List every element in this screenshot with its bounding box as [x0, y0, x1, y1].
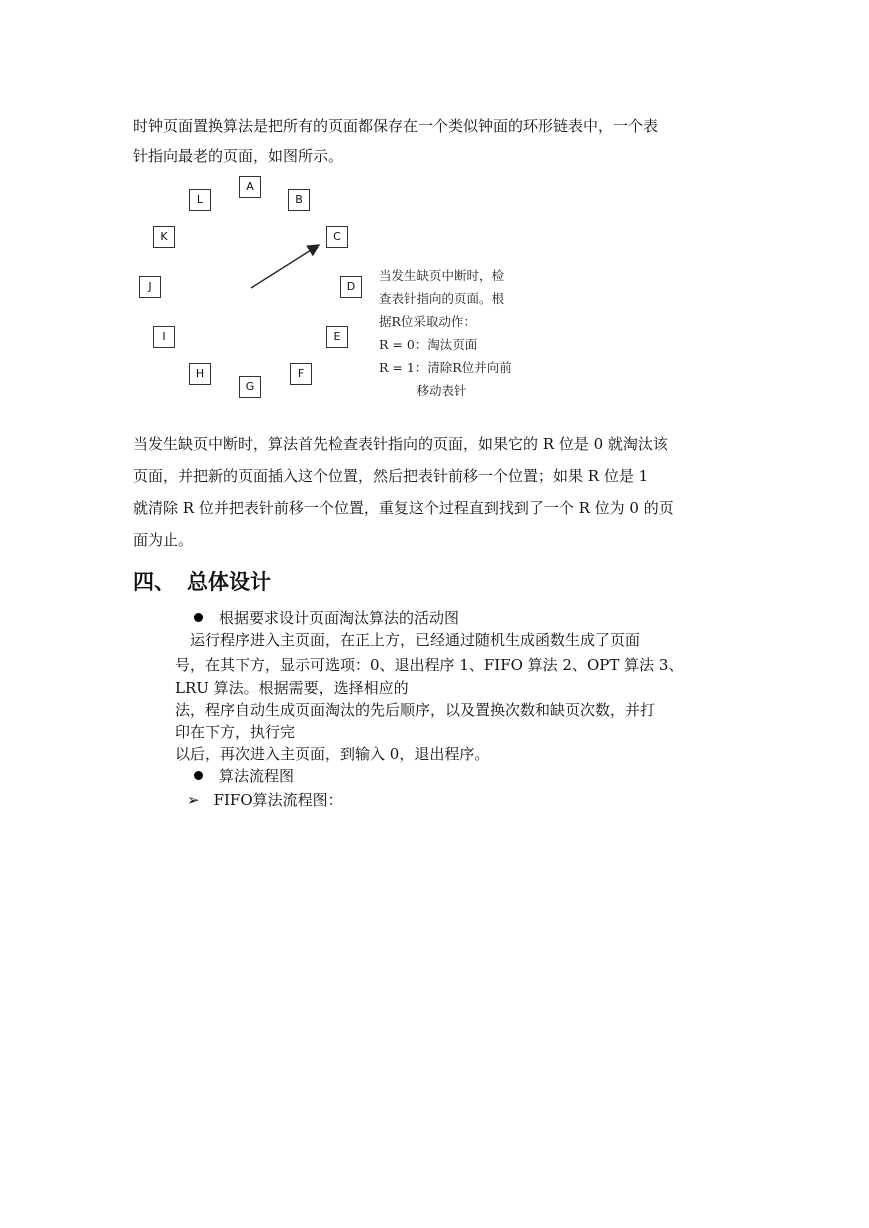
design-line-2: 号，在其下方，显示可选项：0、退出程序 1、FIFO 算法 2、OPT 算法 3、 — [175, 656, 684, 674]
page-box-k: K — [153, 226, 175, 248]
explanation-line-4: 面为止。 — [133, 531, 194, 549]
page-box-i: I — [153, 326, 175, 348]
page-box-e: E — [326, 326, 348, 348]
explanation-line-1: 当发生缺页中断时，算法首先检查表针指向的页面，如果它的 R 位是 0 就淘汰该 — [133, 435, 668, 453]
sub-bullet-fifo — [187, 789, 343, 811]
page-box-b: B — [288, 189, 310, 211]
sub-bullet-text: FIFO算法流程图： — [213, 791, 343, 809]
page-box-f: F — [290, 363, 312, 385]
figure-note-line: 移动表针 — [379, 383, 467, 398]
page-box-a: A — [239, 176, 261, 198]
design-line-3: LRU 算法。根据需要，选择相应的 — [175, 679, 409, 697]
page-box-h: H — [189, 363, 211, 385]
page-box-j: J — [139, 276, 161, 298]
page-box-d: D — [340, 276, 362, 298]
bullet-text: 算法流程图 — [219, 767, 295, 785]
section-heading — [133, 566, 271, 596]
section-title: 总体设计 — [187, 570, 271, 594]
figure-note — [379, 264, 539, 402]
design-line-5: 印在下方，执行完 — [175, 723, 296, 741]
design-line-6: 以后，再次进入主页面，到输入 0，退出程序。 — [175, 745, 490, 763]
section-number: 四、 — [133, 570, 175, 594]
intro-line-1: 时钟页面置换算法是把所有的页面都保存在一个类似钟面的环形链表中，一个表 — [133, 117, 659, 135]
explanation-line-3: 就清除 R 位并把表针前移一个位置，重复这个过程直到找到了一个 R 位为 0 的页 — [133, 499, 674, 517]
page-box-g: G — [239, 376, 261, 398]
page-box-c: C — [326, 226, 348, 248]
design-line-1: 运行程序进入主页面，在正上方，已经通过随机生成函数生成了页面 — [175, 631, 641, 649]
arrow-bullet-icon: ➢ — [187, 791, 200, 809]
intro-line-2: 针指向最老的页面，如图所示。 — [133, 147, 344, 165]
figure-note-line: 查表针指向的页面。根 — [379, 291, 505, 306]
figure-note-line: 据R位采取动作： — [379, 314, 476, 329]
bullet-text: 根据要求设计页面淘汰算法的活动图 — [219, 609, 460, 627]
figure-note-line: R = 0：淘汰页面 — [379, 337, 478, 352]
figure-note-line: R = 1：清除R位并向前 — [379, 360, 512, 375]
clock-figure — [133, 172, 538, 404]
design-line-4: 法，程序自动生成页面淘汰的先后顺序，以及置换次数和缺页次数，并打 — [175, 701, 656, 719]
page-box-l: L — [189, 189, 211, 211]
bullet-dot-icon — [194, 771, 203, 780]
explanation-line-2: 页面，并把新的页面插入这个位置，然后把表针前移一个位置；如果 R 位是 1 — [133, 467, 649, 485]
bullet-flowchart — [194, 765, 294, 787]
bullet-dot-icon — [194, 613, 203, 622]
bullet-activity-diagram — [194, 607, 459, 629]
figure-note-line: 当发生缺页中断时，检 — [379, 268, 505, 283]
clock-hand-arrow — [251, 245, 319, 288]
